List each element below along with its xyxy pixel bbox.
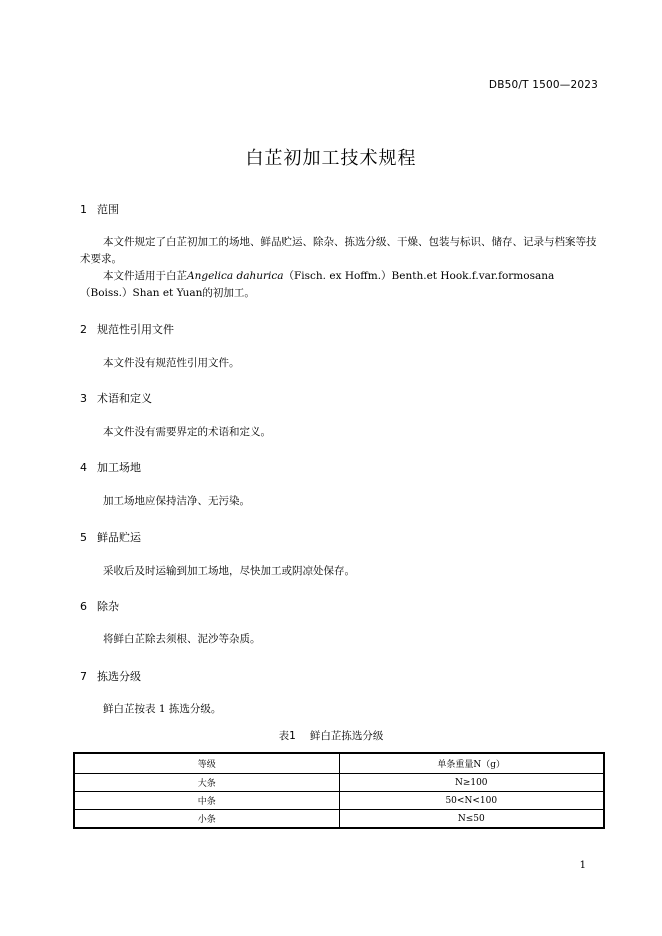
section-text-3: 本文件没有需要界定的术语和定义。 [103, 426, 271, 438]
section-number: 1 [80, 203, 87, 216]
table-row [74, 792, 604, 810]
section-title: 加工场地 [97, 461, 141, 474]
table-cell-weight: N≥100 [339, 774, 604, 792]
scope-text-post: （Fisch. ex Hoffm.）Benth.et Hook.f.var.formosana（Boiss.）Shan et Yuan的初加工。 [80, 270, 555, 299]
scope-paragraph-1: 本文件规定了白芷初加工的场地、鲜品贮运、除杂、拣选分级、干燥、包装与标识、储存、记录与档案等技术要求。 [80, 236, 597, 265]
document-title: 白芷初加工技术规程 [245, 148, 417, 169]
table-row [74, 774, 604, 792]
latin-name: Angelica dahurica [187, 270, 284, 282]
section-title: 术语和定义 [97, 392, 152, 405]
section-text-5: 采收后及时运输到加工场地，尽快加工或阴凉处保存。 [103, 565, 355, 577]
section-number: 4 [80, 461, 87, 474]
section-number: 7 [80, 670, 87, 683]
section-title: 拣选分级 [97, 670, 141, 683]
table-cell-grade: 中条 [74, 792, 339, 810]
section-heading-4 [80, 459, 141, 475]
document-code: DB50/T 1500—2023 [488, 79, 598, 91]
section-number: 5 [80, 531, 87, 544]
section-heading-2 [80, 321, 174, 337]
table-caption-label: 表1 [278, 730, 296, 742]
scope-paragraph-2 [80, 268, 600, 302]
scope-text-pre: 本文件适用于白芷 [103, 270, 187, 282]
table-row [74, 810, 604, 829]
grading-table [73, 752, 605, 829]
table-cell-grade: 小条 [74, 810, 339, 829]
section-number: 6 [80, 600, 87, 613]
table-cell-weight: 50<N<100 [339, 792, 604, 810]
table-header-grade: 等级 [74, 753, 339, 774]
section-heading-7 [80, 668, 141, 684]
section-title: 鲜品贮运 [97, 531, 141, 544]
section-title: 除杂 [97, 600, 119, 613]
section-title: 范围 [97, 203, 119, 216]
section-text-7: 鲜白芷按表 1 拣选分级。 [103, 703, 222, 715]
section-text-6: 将鲜白芷除去须根、泥沙等杂质。 [103, 633, 261, 645]
section-text-4: 加工场地应保持洁净、无污染。 [103, 495, 250, 507]
section-number: 3 [80, 392, 87, 405]
section-text-2: 本文件没有规范性引用文件。 [103, 357, 240, 369]
section-heading-1 [80, 201, 119, 217]
table-cell-grade: 大条 [74, 774, 339, 792]
table-caption-title: 鲜白芷拣选分级 [309, 730, 384, 742]
table-header-weight: 单条重量N（g） [339, 753, 604, 774]
table-header-row [74, 753, 604, 774]
section-heading-3 [80, 390, 152, 406]
table-cell-weight: N≤50 [339, 810, 604, 829]
page-number: 1 [579, 860, 586, 871]
section-heading-5 [80, 529, 141, 545]
section-title: 规范性引用文件 [97, 323, 174, 336]
section-number: 2 [80, 323, 87, 336]
section-heading-6 [80, 598, 119, 614]
table-caption [0, 728, 662, 743]
